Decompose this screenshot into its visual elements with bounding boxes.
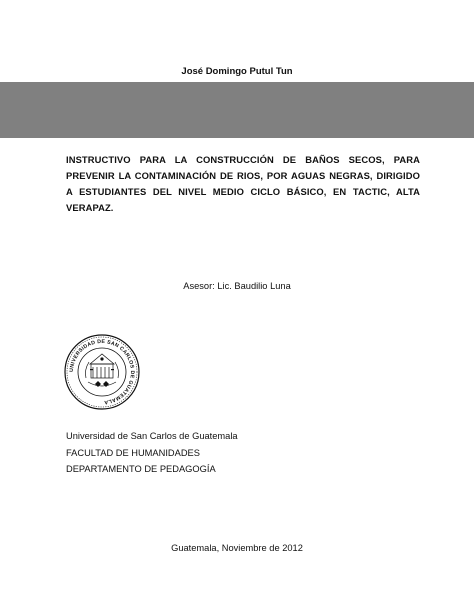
university-seal-icon xyxy=(64,334,140,410)
seal-ring-text: UNIVERSIDAD DE SAN CARLOS DE GUATEMALA xyxy=(68,338,136,405)
department-name: DEPARTAMENTO DE PEDAGOGÍA xyxy=(66,464,216,474)
faculty-name: FACULTAD DE HUMANIDADES xyxy=(66,448,200,458)
svg-text:UNIVERSIDAD DE SAN CARLOS DE G xyxy=(69,339,135,405)
place-date: Guatemala, Noviembre de 2012 xyxy=(171,543,303,553)
document-title: INSTRUCTIVO PARA LA CONSTRUCCIÓN DE BAÑOS SECOS, PARA PREVENIR LA CONTAMINACIÓN DE RIOS, POR AGUAS NEGRAS, DIRIGIDO A ESTUDIANTES DEL NIVEL MEDIO CICLO BÁSICO, EN TACTIC, ALTA VERAPAZ. xyxy=(66,154,420,213)
university-name: Universidad de San Carlos de Guatemala xyxy=(66,431,238,441)
gray-banner xyxy=(0,82,474,138)
author-name: José Domingo Putul Tun xyxy=(181,66,293,77)
advisor-line: Asesor: Lic. Baudilio Luna xyxy=(183,281,291,291)
